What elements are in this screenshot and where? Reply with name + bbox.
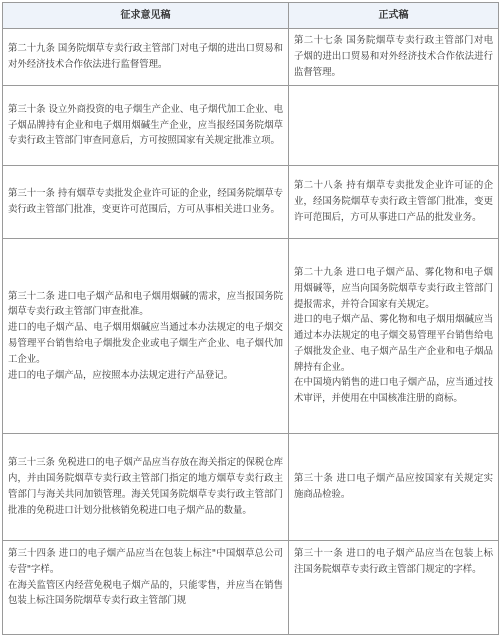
draft-text: 第三十一条 持有烟草专卖批发企业许可证的企业，经国务院烟草专卖行政主管部门批准，变更许可范围后，方可从事相关进口业务。 [8,188,283,215]
final-cell [289,239,499,434]
draft-cell [3,434,289,541]
table-row [3,434,499,541]
final-text: 第二十七条 国务院烟草专卖行政主管部门对电子烟的进出口贸易和对外经济技术合作依法进行监督管理。 [294,35,493,78]
final-text: 第二十九条 进口电子烟产品、雾化物和电子烟用烟碱等，应当向国务院烟草专卖行政主管部门提报需求，并符合国家有关规定。 进口的电子烟产品、雾化物和电子烟用烟碱应当通过本办法规定的电子烟交易管理平台销售给电子烟批发企业、电子烟产品生产企业和电子烟品牌持有企业。 在中国境内销售的进口电子烟产品，应当通过技术审评，并使用在中国核准注册的商标。 [294,266,493,405]
final-cell [289,166,499,239]
final-cell [289,29,499,86]
draft-text: 第三十条 设立外商投资的电子烟生产企业、电子烟代加工企业、电子烟品牌持有企业和电子烟用烟碱生产企业，应当报经国务院烟草专卖行政主管部门审查同意后，方可按照国家有关规定批准立项。 [8,103,283,147]
header-draft: 征求意见稿 [3,3,289,29]
draft-cell [3,86,289,166]
table-row [3,86,499,166]
table-row [3,166,499,239]
final-cell [289,434,499,541]
final-cell [289,541,499,635]
draft-text: 第三十四条 进口的电子烟产品应当在包装上标注"中国烟草总公司专营"字样。 在海关监管区内经营免税电子烟产品的，只能零售，并应当在销售包装上标注国务院烟草专卖行政主管部门规 [8,548,283,607]
final-text: 第三十条 进口电子烟产品应按国家有关规定实施商品检验。 [294,473,493,500]
draft-text: 第二十九条 国务院烟草专卖行政主管部门对电子烟的进出口贸易和对外经济技术合作依法进行监督管理。 [8,43,283,70]
header-row [3,3,499,29]
draft-cell [3,29,289,86]
draft-text: 第三十二条 进口电子烟产品和电子烟用烟碱的需求，应当报国务院烟草专卖行政主管部门审查批准。 进口的电子烟产品、电子烟用烟碱应当通过本办法规定的电子烟交易管理平台销售给电子烟批发企业或电子烟生产企业、电子烟代加工企业。 进口的电子烟产品，应按照本办法规定进行产品登记。 [8,290,283,381]
draft-cell [3,239,289,434]
draft-cell [3,541,289,635]
final-text: 第二十八条 持有烟草专卖批发企业许可证的企业，经国务院烟草专卖行政主管部门批准，变更许可范围后，方可从事进口产品的批发业务。 [294,180,493,223]
table-row [3,29,499,86]
final-cell [289,86,499,166]
draft-text: 第三十三条 免税进口的电子烟产品应当存放在海关指定的保税仓库内，并由国务院烟草专卖行政主管部门指定的地方烟草专卖行政主管部门与海关共同加锁管理。海关凭国务院烟草专卖行政主管部门批准的免税进口计划分批核销免税进口电子烟产品的数量。 [8,457,283,516]
draft-cell [3,166,289,239]
comparison-table [2,2,499,635]
table-row [3,541,499,635]
header-final: 正式稿 [289,3,499,29]
table-row [3,239,499,434]
final-text: 第三十一条 进口的电子烟产品应当在包装上标注国务院烟草专卖行政主管部门规定的字样。 [294,548,493,575]
